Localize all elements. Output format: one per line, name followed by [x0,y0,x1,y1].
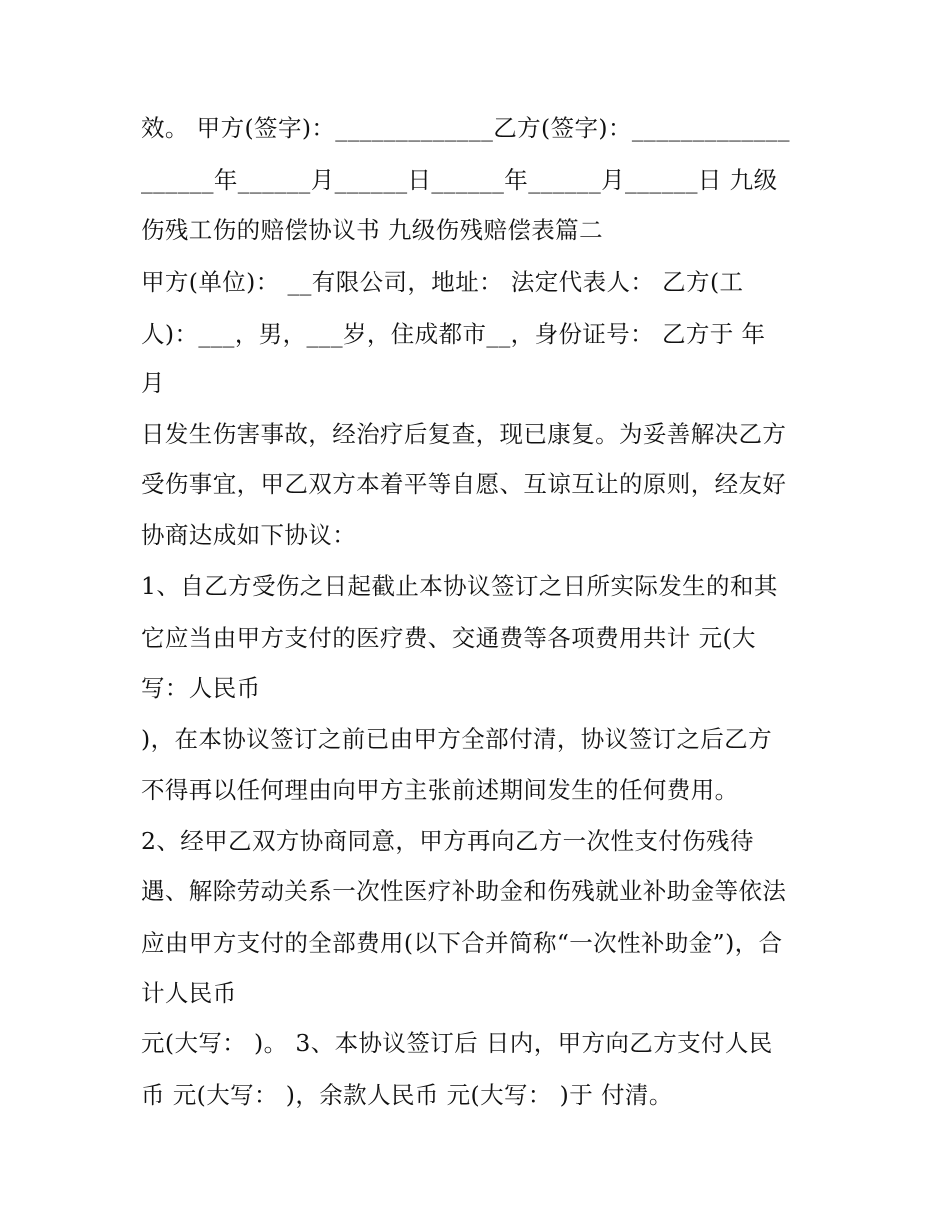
text-line: 应由甲方支付的全部费用(以下合并简称“一次性补助金”)，合 [141,929,783,957]
text-line: ______年______月______日______年______月______日 九级 [141,166,778,194]
text-line: 人)：___，男，___岁，住成都市__，身份证号： 乙方于 年 [141,320,766,348]
text-line: 月 [141,369,165,397]
text-line: 不得再以任何理由向甲方主张前述期间发生的任何费用。 [141,776,739,804]
text-line: 受伤事宜，甲乙双方本着平等自愿、互谅互让的原则，经友好 [141,470,787,498]
text-line: 甲方(单位)： __有限公司，地址： 法定代表人： 乙方(工 [141,268,744,296]
text-line: 2、经甲乙双方协商同意，甲方再向乙方一次性支付伤残待 [141,827,754,855]
text-line: 币 元(大写： )，余款人民币 元(大写： )于 付清。 [141,1081,673,1109]
text-line: 写：人民币 [141,674,261,702]
text-line: 遇、解除劳动关系一次性医疗补助金和伤残就业补助金等依法 [141,877,787,905]
text-line: 协商达成如下协议： [141,521,357,549]
text-line: 1、自乙方受伤之日起截止本协议签订之日所实际发生的和其 [141,572,778,600]
text-line: 它应当由甲方支付的医疗费、交通费等各项费用共计 元(大 [141,624,756,652]
text-line: 计人民币 [141,979,237,1007]
text-line: )，在本协议签订之前已由甲方全部付清，协议签订之后乙方 [141,725,772,753]
text-line: 伤残工伤的赔偿协议书 九级伤残赔偿表篇二 [141,216,603,244]
text-line: 元(大写： )。 3、本协议签订后 日内，甲方向乙方支付人民 [141,1029,773,1057]
text-line: 效。 甲方(签字)：_____________乙方(签字)：_____________ [141,114,790,142]
text-line: 日发生伤害事故，经治疗后复查，现已康复。为妥善解决乙方 [141,420,787,448]
